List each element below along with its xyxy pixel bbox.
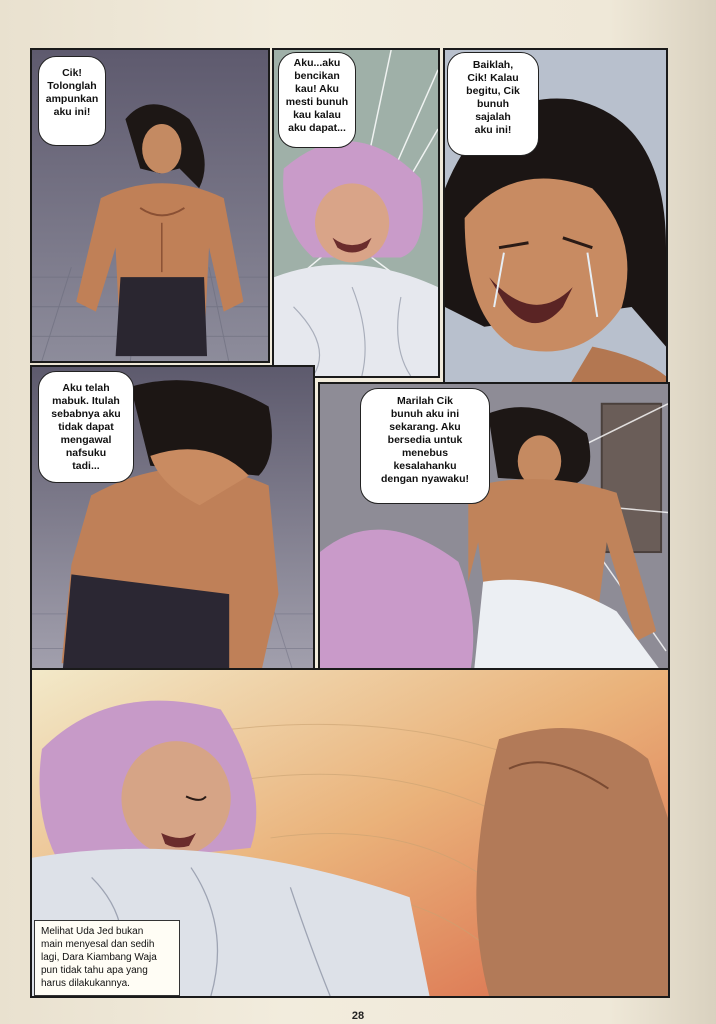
bubble-line: Aku telah [62,382,110,394]
bubble-line: sekarang. Aku [389,421,461,433]
bubble-line: menebus [401,447,449,459]
bubble-line: sajalah [475,111,511,123]
bubble-line: nafsuku [65,447,107,459]
panel-6-woman-crying [30,668,670,998]
bubble-line: bunuh [476,98,510,110]
bubble-line: dengan nyawaku! [380,473,470,485]
bubble-line: mabuk. Itulah [52,395,120,407]
narration-caption [34,920,180,996]
bubble-line: Baiklah, [472,59,514,71]
bubble-line: bersedia untuk [387,434,463,446]
bubble-line: aku dapat... [288,122,346,134]
panel-3-man-crying [443,48,668,398]
panel-4-man-kneeling [30,365,315,690]
bubble-line: kau kalau [293,109,341,121]
bubble-line: tidak dapat [58,421,114,433]
bubble-line: mesti bunuh [285,96,349,108]
caption-line: pun tidak tahu apa yang [41,965,148,976]
bubble-line: kesalahanku [393,460,457,472]
bubble-line: aku ini! [53,106,91,118]
bubble-line: ampunkan [45,93,99,105]
speech-bubble-panel-4 [38,371,134,483]
speech-bubble-panel-3 [447,52,539,156]
bubble-line: Marilah Cik [396,395,454,407]
bubble-line: Aku...aku [293,57,341,69]
page-number: 28 [351,1010,365,1022]
bubble-line: Cik! Kalau [467,72,519,84]
bubble-line: Tolonglah [47,80,97,92]
speech-bubble-panel-1 [38,56,106,146]
caption-line: main menyesal dan sedih [41,939,155,950]
bubble-line: Cik! [62,67,82,79]
bubble-line: bunuh aku ini [390,408,460,420]
caption-line: lagi, Dara Kiambang Waja [41,952,157,963]
speech-bubble-panel-5 [360,388,490,504]
caption-line: harus dilakukannya. [41,978,130,989]
bubble-line: sebabnya aku [51,408,121,420]
speech-bubble-panel-2 [278,52,356,148]
bubble-line: begitu, Cik [466,85,520,97]
panel-1-man-pleading [30,48,270,363]
bubble-line: aku ini! [474,124,512,136]
panel-2-woman-angry [272,48,440,378]
bubble-line: kau! Aku [295,83,339,95]
caption-line: Melihat Uda Jed bukan [41,926,144,937]
bubble-line: bencikan [294,70,340,82]
bubble-line: mengawal [60,434,112,446]
bubble-line: tadi... [72,460,100,472]
